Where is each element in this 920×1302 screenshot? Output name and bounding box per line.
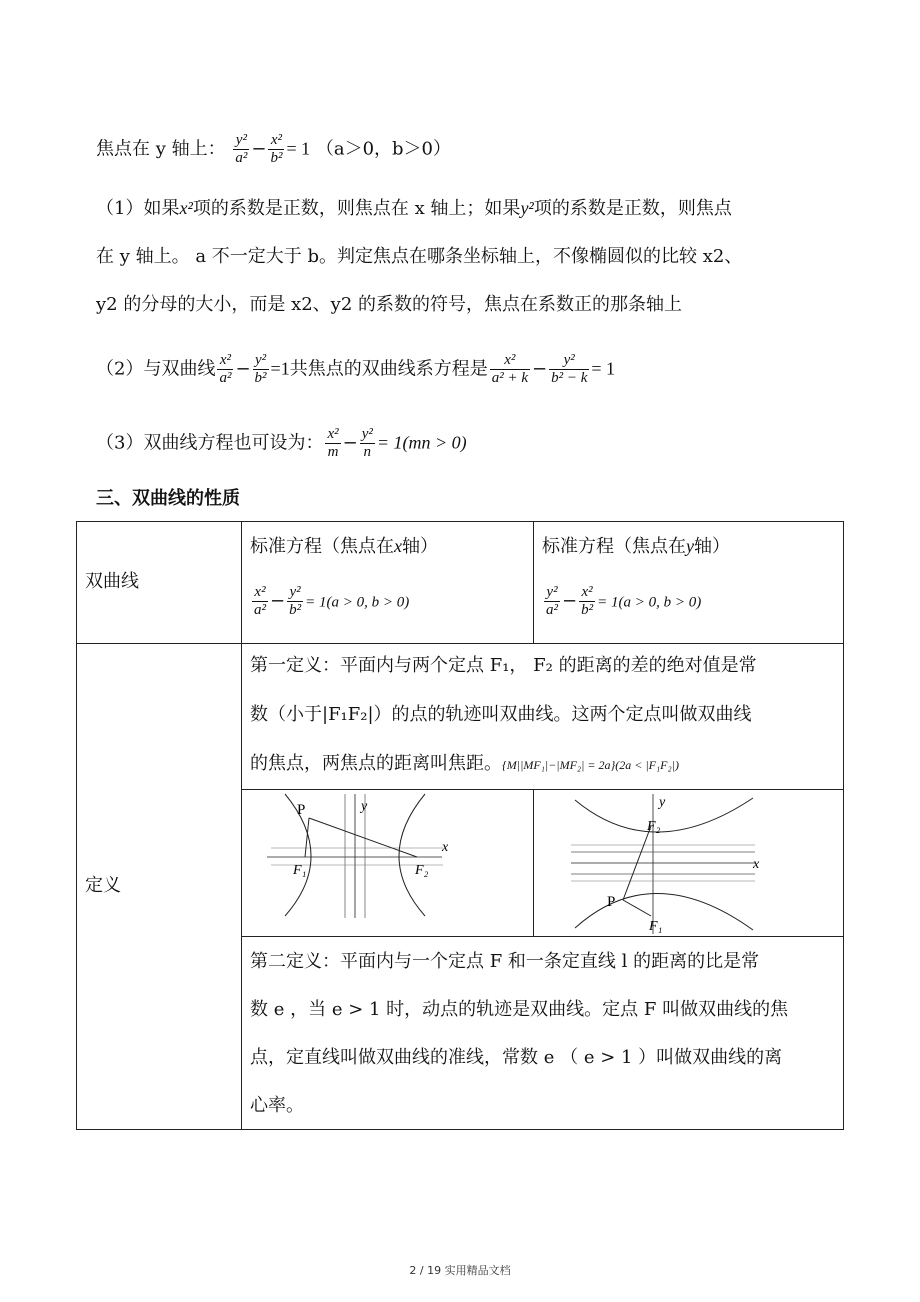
label-F1: F₁ — [649, 919, 663, 934]
y-axis-label: 焦点在 y 轴上： — [96, 138, 226, 160]
label-x: x — [753, 857, 760, 872]
col-divider-figs — [533, 789, 534, 936]
para-1-line-1: （1）如果x²项的系数是正数，则焦点在 x 轴上；如果y²项的系数是正数，则焦点 — [96, 198, 732, 219]
para-1-line-2: 在 y 轴上。 a 不一定大于 b。判定焦点在哪条坐标轴上，不像椭圆似的比较 x2、 — [96, 246, 743, 267]
figure-vertical-hyperbola — [567, 790, 767, 936]
std-x-title: 标准方程（焦点在x轴） — [250, 536, 438, 557]
para-1-line-3: y2 的分母的大小，而是 x2、y2 的系数的符号，焦点在系数正的那条轴上 — [96, 294, 683, 315]
frac-x2-b2: $\frac{\text{x²}}{\text{b²}}$ — [270, 132, 283, 166]
page-footer: 2 / 19 实用精品文档 — [409, 1264, 511, 1277]
def1-line-3: 的焦点，两焦点的距离叫焦距。{M||MF₁|−|MF₂| = 2a}(2a < |F₁F₂|) — [250, 753, 679, 774]
frac-y2-a2: $\frac{\text{y²}}{\text{a²}}$ — [235, 132, 248, 166]
label-x: x — [442, 840, 449, 855]
std-y-equation: $\frac{\text{y²}}{\text{a²}}$ − $\frac{\text{x²}}{\text{b²}}$ = 1(a > 0, b > 0) — [546, 584, 702, 618]
section-heading: 三、双曲线的性质 — [96, 488, 240, 509]
label-y: y — [361, 799, 368, 814]
label-F1: F₁ — [293, 863, 307, 878]
def2-line-3: 点，定直线叫做双曲线的准线，常数 e （ e > 1 ）叫做双曲线的离 — [250, 1047, 783, 1068]
properties-table — [76, 521, 844, 1130]
col-divider — [241, 522, 242, 1129]
label-P: P — [297, 802, 306, 818]
focal-formula: {M||MF₁|−|MF₂| = 2a}(2a < |F₁F₂|) — [502, 758, 679, 772]
label-F2: F₂ — [647, 819, 661, 834]
row-divider-3 — [241, 936, 843, 937]
label-F2: F₂ — [415, 863, 429, 878]
std-y-title: 标准方程（焦点在y轴） — [542, 536, 730, 557]
pf2-segment — [309, 818, 417, 857]
label-P: P — [607, 894, 616, 910]
row-label-definition: 定义 — [85, 875, 121, 896]
std-x-equation: $\frac{\text{x²}}{\text{a²}}$ − $\frac{\text{y²}}{\text{b²}}$ = 1(a > 0, b > 0) — [254, 584, 410, 618]
col-divider-header — [533, 522, 534, 643]
def1-line-1: 第一定义：平面内与两个定点 F₁， F₂ 的距离的差的绝对值是常 — [250, 655, 757, 676]
lower-branch — [575, 893, 753, 930]
row-label-hyperbola: 双曲线 — [85, 571, 139, 592]
pf1-segment — [623, 900, 651, 916]
row-divider-1 — [77, 643, 843, 644]
def1-line-2: 数（小于|F₁F₂|）的点的轨迹叫双曲线。这两个定点叫做双曲线 — [250, 704, 752, 725]
para-y-axis: 焦点在 y 轴上： $\frac{\text{y²}}{\text{a²}}$ − $\frac{\text{x²}}{\text{b²}}$ = 1 （a＞0，b＞0） — [96, 132, 452, 166]
def2-line-4: 心率。 — [250, 1095, 304, 1116]
def2-line-2: 数 e ，当 e > 1 时，动点的轨迹是双曲线。定点 F 叫做双曲线的焦 — [250, 999, 789, 1020]
label-y: y — [659, 795, 666, 810]
para-3: （3）双曲线方程也可设为： $\frac{\text{x²}}{m}$ − $\frac{\text{y²}}{n}$ = 1(mn > 0) — [96, 426, 467, 460]
def2-line-1: 第二定义：平面内与一个定点 F 和一条定直线 l 的距离的比是常 — [250, 951, 760, 972]
figure-horizontal-hyperbola — [267, 790, 457, 920]
para-2: （2）与双曲线 $\frac{\text{x²}}{\text{a²}}$ − $\frac{\text{y²}}{\text{b²}}$ =1共焦点的双曲线系方程是 $\frac{\text{x²}}{\text{a² + k}}$ − $\frac{\text{y²}}{\text{b² − k}}$ = 1 — [96, 352, 616, 386]
y-axis-cond: （a＞0，b＞0） — [315, 138, 452, 160]
